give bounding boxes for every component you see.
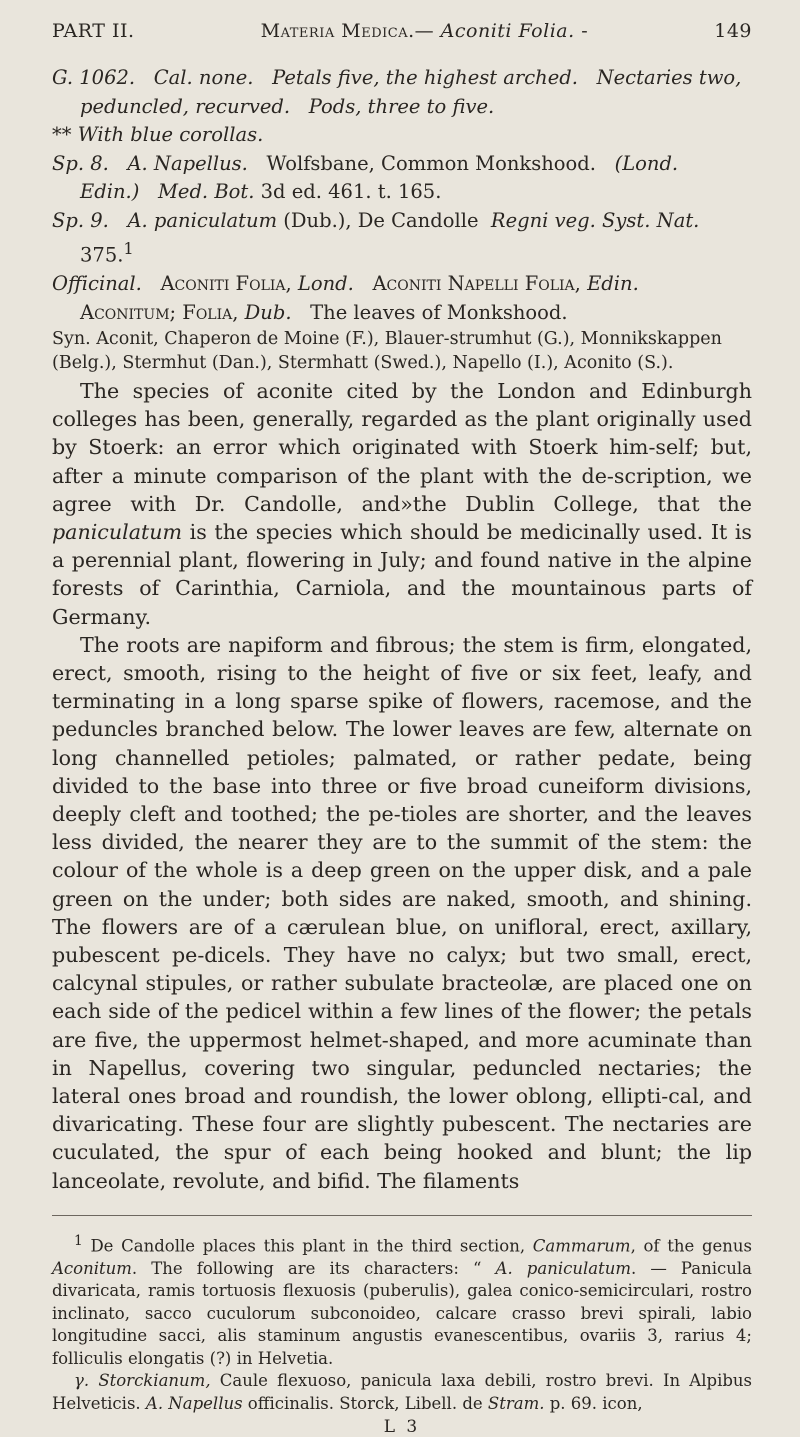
officinal-entry: Officinal. Aconiti Folia, Lond. Aconiti Napelli Folia, Edin. Aconitum; Folia, Dub. The leaves of Monkshood. bbox=[52, 272, 639, 324]
synonyms: Syn. Aconit, Chaperon de Moine (F.), Blauer-strumhut (G.), Monnikskappen (Belg.), Stermhut (Dan.), Stermhatt (Swed.), Napello (I.), Aconito (S.). bbox=[52, 329, 722, 373]
signature-mark: L 3 bbox=[383, 1417, 421, 1437]
running-head bbox=[52, 20, 752, 42]
genus-entry: G. 1062. Cal. none. Petals five, the highest arched. Nectaries two, peduncled, recurved. Pods, three to five. bbox=[52, 66, 742, 118]
footnote-1: $^1$ De Candolle places this plant in the third section, Cammarum, of the genus Aconitum. The following are its characters: “ A. paniculatum. — Panicula divaricata, ramis tortuosis flexuosis (puberulis), galea conico-semicirculari, rostro inclinato, sacco cuculorum subconoideo, calcare crasso brevi spirali, labio longitudine sacci, alis staminum angustis evanescentibus, ovariis 3, rarius 4; folliculis elongatis (?) in Helvetia. bbox=[52, 1232, 753, 1368]
paragraph-species: The species of aconite cited by the London and Edinburgh colleges has been, generally, regarded as the plant originally used by Stoerk: an error which originated with Stoerk him-self; but, after a minute comparison of the plant with the de-scription, we agree with Dr. Candolle, and»the Dublin College, that the paniculatum is the species which should be medicinally used. It is a perennial plant, flowering in July; and found native in the alpine forests of Carinthia, Carniola, and the mountainous parts of Germany. bbox=[52, 379, 752, 629]
footnote-divider bbox=[52, 1215, 752, 1216]
paragraph-description: The roots are napiform and fibrous; the stem is firm, elongated, erect, smooth, rising to the height of five or six feet, leafy, and terminating in a long sparse spike of flowers, racemose, and the peduncles branched below. The lower leaves are few, alternate on long channelled petioles; palmated, or rather pedate, being divided to the base into three or five broad cuneiform divisions, deeply cleft and toothed; the pe-tioles are shorter, and the leaves less divided, the nearer they are to the summit of the stem: the colour of the whole is a deep green on the upper disk, and a pale green on the under; both sides are naked, smooth, and shining. The flowers are of a cærulean blue, on unifloral, erect, axillary, pubescent pe-dicels. They have no calyx; but two small, erect, calcynal stipules, or rather subulate bracteolæ, are placed one on each side of the pedicel within a few lines of the flower; the petals are five, the uppermost helmet-shaped, and more acuminate than in Napellus, covering two singular, peduncled nectaries; the lateral ones broad and roundish, the lower oblong, ellipti-cal, and divaricating. These four are slightly pubescent. The nectaries are cuculated, the spur of each being hooked and blunt; the lip lanceolate, revolute, and bifid. The filaments bbox=[52, 632, 752, 1193]
main-text bbox=[52, 64, 752, 1195]
footnote-variety: γ. Storckianum, Caule flexuoso, panicula laxa debili, rostro brevi. In Alpibus Helveticis. A. Napellus officinalis. Storck, Libell. de Stram. p. 69. icon, bbox=[52, 1371, 752, 1413]
species-9-entry: Sp. 9. A. paniculatum (Dub.), De Candolle Regni veg. Syst. Nat. 375.$^1$ bbox=[52, 208, 700, 267]
page-number: 149 bbox=[714, 20, 752, 42]
species-8-entry: Sp. 8. A. Napellus. Wolfsbane, Common Monkshood. (Lond. Edin.) Med. Bot. 3d ed. 461. t. 165. bbox=[52, 151, 679, 203]
footnotes bbox=[52, 1230, 752, 1416]
section-title: Materia Medica.— Aconiti Folia. - bbox=[260, 20, 589, 42]
part-label: PART II. bbox=[52, 20, 135, 42]
subgroup-heading: ** With blue corollas. bbox=[52, 123, 264, 146]
footnote-marker: 1 bbox=[123, 239, 134, 258]
